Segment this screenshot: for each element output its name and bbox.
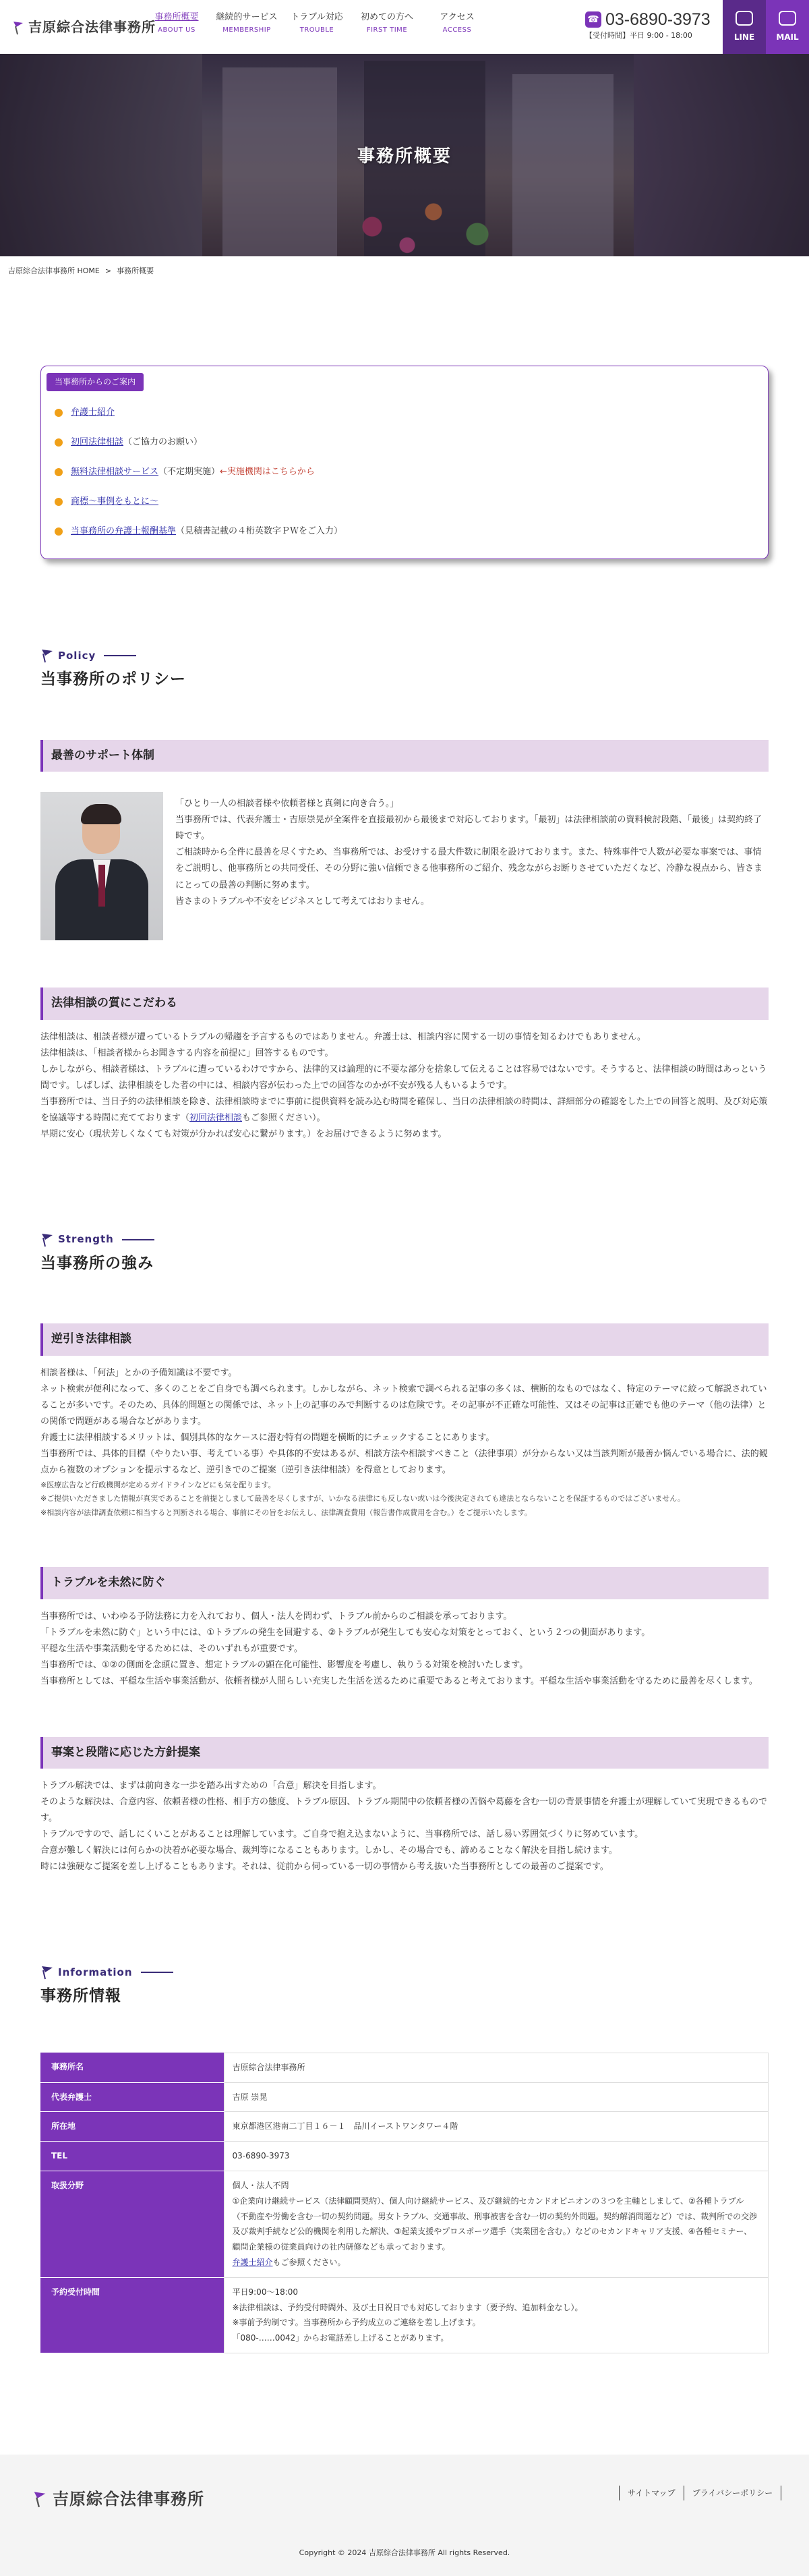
table-row	[40, 2112, 769, 2142]
nav-membership[interactable]	[212, 9, 282, 45]
row-value: 吉原 崇晃	[224, 2082, 769, 2112]
section-title-policy: 当事務所のポリシー	[40, 670, 186, 689]
list-item	[55, 428, 768, 457]
paragraph: 当事務所では、代表弁護士・吉原崇晃が全案件を直接最初から最後まで対応しております。「最初」は法律相談前の資料検討段階、「最後」は契約終了時です。	[175, 815, 762, 842]
row-label: 予約受付時間	[40, 2277, 224, 2353]
nav-label: アクセス	[440, 12, 475, 22]
paragraph: 平穏な生活や事業活動を守るためには、そのいずれもが重要です。	[40, 1643, 303, 1654]
row-label: 事務所名	[40, 2053, 224, 2082]
paragraph: 早期に安心（現状芳しくなくても対策が分かれば安心に繋がります。）をお届けできるように努めます。	[40, 1128, 447, 1139]
nav-sublabel: ABOUT US	[158, 26, 196, 34]
subheading-stage: 事案と段階に応じた方針提案	[40, 1737, 769, 1769]
bullet-icon	[55, 498, 63, 506]
reverse-text	[40, 1365, 769, 1520]
row-label: 代表弁護士	[40, 2082, 224, 2112]
bullet-icon	[55, 409, 63, 417]
section-title-information: 事務所情報	[40, 1987, 121, 2005]
stage-text	[40, 1778, 769, 1875]
table-row	[40, 2171, 769, 2278]
bullet-icon	[55, 527, 63, 536]
bullet-icon	[55, 438, 63, 447]
bullet-icon	[55, 468, 63, 476]
breadcrumb-home[interactable]: 吉原綜合法律事務所 HOME	[8, 266, 100, 275]
logo-text: 吉原綜合法律事務所	[28, 19, 156, 35]
sitemap-link[interactable]: サイトマップ	[619, 2486, 684, 2500]
flag-icon	[40, 1232, 54, 1247]
paragraph: 相談者様は、「何法」とかの予備知識は不要です。	[40, 1367, 237, 1378]
nav-sublabel: FIRST TIME	[366, 26, 408, 34]
global-nav	[142, 9, 492, 45]
copyright: Copyright © 2024 吉原綜合法律事務所 All rights Reserved.	[299, 2548, 510, 2557]
footer-logo[interactable]	[32, 2484, 204, 2514]
subheading-support: 最善のサポート体制	[40, 740, 769, 772]
nav-label: 継続的サービス	[216, 12, 278, 22]
office-info-table	[40, 2053, 769, 2353]
site-footer	[0, 2455, 809, 2576]
value-line: 平日9:00〜18:00	[232, 2287, 299, 2297]
section-label-policy	[40, 647, 769, 666]
notice-suffix: （ご協力のお願い）	[123, 436, 203, 447]
quality-text	[40, 1029, 769, 1143]
list-item	[55, 517, 768, 546]
paragraph: トラブル解決では、まずは前向きな一歩を踏み出すための「合意」解決を目指します。	[40, 1781, 382, 1792]
notice-link-trademark[interactable]: 商標〜事例をもとに〜	[71, 496, 159, 507]
paragraph-text: 当事務所では、当日予約の法律相談を除き、法律相談時までに事前に提供資料を読み込む時間を確保し、当日の法律相談の時間は、詳細部分の確認をした上での回答と説明、及び対応策を協議等する時間に充てております（	[40, 1096, 768, 1123]
value-text: もご参照ください。	[272, 2257, 346, 2267]
breadcrumb	[0, 256, 809, 286]
nav-label: トラブル対応	[291, 12, 343, 22]
section-label-strength	[40, 1230, 769, 1249]
notice-suffix: （見積書記載の４桁英数字ＰＷをご入力）	[176, 525, 343, 536]
nav-label: 事務所概要	[154, 12, 199, 22]
paragraph-text: もご参照ください）。	[242, 1112, 326, 1123]
lawyer-profile-link[interactable]: 弁護士紹介	[232, 2257, 273, 2267]
flag-icon	[40, 1965, 54, 1980]
paragraph: 「ひとり一人の相談者様や依頼者様と真剣に向き合う。」	[175, 799, 399, 809]
row-value: 吉原綜合法律事務所	[224, 2053, 769, 2082]
value-line	[233, 2255, 760, 2270]
section-en: Information	[58, 1966, 133, 1978]
line-button[interactable]	[723, 0, 766, 54]
paragraph: そのような解決は、合意内容、依頼者様の性格、相手方の態度、トラブル原因、トラブル期間中の依頼者様の苦悩や葛藤を含む一切の背景事情を弁護士が理解していて実現できるものです。	[40, 1797, 767, 1824]
footer-logo-text: 吉原綜合法律事務所	[53, 2488, 204, 2509]
row-value: 東京都港区港南二丁目１６－１ 品川イーストワンタワー４階	[224, 2112, 769, 2142]
row-label: 所在地	[40, 2112, 224, 2142]
value-line: 個人・法人不問	[232, 2181, 289, 2190]
notice-suffix: （不定期実施）	[158, 466, 220, 477]
row-value	[224, 2171, 769, 2278]
subheading-quality: 法律相談の質にこだわる	[40, 988, 769, 1019]
table-row	[40, 2082, 769, 2112]
hero-banner	[0, 54, 809, 256]
notice-link-fees[interactable]: 当事務所の弁護士報酬基準	[71, 525, 177, 536]
subheading-reverse: 逆引き法律相談	[40, 1323, 769, 1355]
paragraph: 当事務所としては、平穏な生活や事業活動が、依頼者様が人間らしい充実した生活を送るために重要であると考えております。平穏な生活や事業活動を守るために最善を尽くします。	[40, 1676, 758, 1686]
page-title: 事務所概要	[357, 146, 452, 167]
value-line: ※法律相談は、予約受付時間外、及び土日祝日でも対応しております（要予約、追加料金なし）。	[232, 2302, 583, 2312]
logo-mark-icon	[12, 20, 24, 35]
list-item	[55, 487, 768, 517]
notice-extra: ←実施機関はこちらから	[220, 466, 315, 477]
mail-icon	[779, 11, 796, 26]
paragraph: 「トラブルを未然に防ぐ」という中には、①トラブルの発生を回避する、②トラブルが発生しても安心な対策をとっておく、という２つの側面があります。	[40, 1627, 651, 1638]
paragraph: トラブルですので、話しにくいことがあることは理解しています。ご自身で抱え込まないように、当事務所では、話し易い雰囲気づくりに努めています。	[40, 1829, 644, 1840]
footer-links	[619, 2486, 781, 2500]
line-chat-icon	[736, 11, 753, 26]
notice-link-lawyer[interactable]: 弁護士紹介	[71, 407, 115, 418]
paragraph: 法律相談は、「相談者様からお聞きする内容を前提に」回答するものです。	[40, 1048, 334, 1058]
paragraph: 時には強硬なご提案を差し上げることもあります。それは、従前から伺っている一切の事情から考え抜いた当事務所としての最善のご提案です。	[40, 1862, 609, 1872]
table-row	[40, 2277, 769, 2353]
main-content	[40, 366, 769, 2353]
site-header	[0, 0, 809, 54]
subheading-prevent: トラブルを未然に防ぐ	[40, 1567, 769, 1599]
nav-about[interactable]	[142, 9, 212, 45]
phone-icon: ☎	[585, 11, 601, 28]
header-tel[interactable]	[585, 9, 711, 40]
breadcrumb-separator: >	[104, 266, 112, 275]
notice-title: 当事務所からのご案内	[47, 373, 144, 391]
line-label: LINE	[733, 32, 755, 42]
row-label: 取扱分野	[40, 2171, 224, 2278]
paragraph: 当事務所では、いわゆる予防法務に力を入れており、個人・法人を問わず、トラブル前からのご相談を承っております。	[40, 1611, 512, 1622]
list-item	[55, 457, 768, 487]
paragraph: 合意が難しく解決には何らかの決着が必要な場合、裁判等になることもあります。しかし、その場合でも、諦めることなく解決を目指し続けます。	[40, 1845, 618, 1856]
paragraph: 当事務所では、①②の側面を念頭に置き、想定トラブルの顕在化可能性、影響度を考慮し、執りうる対策を検討いたします。	[40, 1659, 529, 1670]
nav-sublabel: MEMBERSHIP	[222, 26, 271, 34]
paragraph: 当事務所では、具体的目標（やりたい事、考えている事）や具体的不安はあるが、相談方法や相談すべきこと（法律事項）が分からない又は当該判断が最善か悩んでいる場合に、法的観点から複数のオプションを提示するなど、逆引きでのご提案（逆引き法律相談）を得意としております。	[40, 1449, 768, 1476]
notice-link-first-consult[interactable]: 初回法律相談	[71, 436, 124, 447]
table-row	[40, 2053, 769, 2082]
table-row	[40, 2142, 769, 2171]
row-value	[224, 2277, 769, 2353]
tel-number: 03-6890-3973	[605, 10, 711, 29]
privacy-link[interactable]: プライバシーポリシー	[684, 2486, 781, 2500]
logo-mark-icon	[32, 2490, 47, 2508]
row-label: TEL	[40, 2142, 224, 2171]
row-value: 03-6890-3973	[224, 2142, 769, 2171]
notice-link-free-consult[interactable]: 無料法律相談サービス	[71, 466, 159, 477]
nav-sublabel: ACCESS	[442, 26, 472, 34]
tel-hours: 【受付時間】平日 9:00 - 18:00	[585, 31, 692, 40]
section-en: Strength	[58, 1233, 114, 1246]
value-line: ①企業向け継続サービス（法律顧問契約）、個人向け継続サービス、及び継続的セカンドオピニオンの３つを主軸としまして、②各種トラブル（不動産や労働を含む一切の契約問題。男女トラブル、交通事故、刑事被害を含む一切の契約外問題。契約解消問題など）では、裁判所での交渉及び裁判手続など公的機関を利用した解決、③起業支援やプロスポーツ選手（実業団を含む。）などのセカンドキャリア支援、④各種セミナー、顧問企業様の従業員向けの社内研修なども承っております。	[232, 2196, 758, 2252]
nav-sublabel: TROUBLE	[299, 26, 334, 34]
value-line: 「080-……0042」からお電話差し上げることがあります。	[232, 2333, 449, 2343]
note: ※医療広告など行政機関が定めるガイドラインなどにも気を配ります。	[40, 1481, 276, 1490]
note: ※ご提供いただきました情報が真実であることを前提としまして最善を尽くしますが、いかなる法律にも反しない或いは今後決定されても違法とならないことを保証するものではございません。	[40, 1494, 685, 1504]
support-text	[175, 792, 769, 940]
prevent-text	[40, 1609, 769, 1690]
paragraph	[40, 1094, 769, 1126]
first-consult-link[interactable]: 初回法律相談	[189, 1112, 243, 1123]
breadcrumb-current: 事務所概要	[117, 266, 154, 275]
note: ※相談内容が法律調査依頼に相当すると判断される場合、事前にその旨をお伝えし、法律調査費用（報告書作成費用を含む。）をご提示いたします。	[40, 1508, 532, 1517]
support-block	[40, 792, 769, 940]
paragraph: ご相談時から全件に最善を尽くすため、当事務所では、お受けする最大件数に制限を設けております。また、特殊事件で人数が必要な事案では、事情をご説明し、他事務所との共同受任、その分野に強い信頼できる他事務所のご紹介、残念ながらお断りさせていただくなど、冷静な視点から、皆さまにとっての最善の判断に努めます。	[175, 847, 763, 890]
paragraph: 弁護士に法律相談するメリットは、個別具体的なケースに潜む特有の問題を横断的にチェックすることにあります。	[40, 1432, 495, 1443]
mail-button[interactable]	[766, 0, 809, 54]
notice-list	[41, 391, 768, 546]
section-label-information	[40, 1964, 769, 1982]
nav-first-time[interactable]	[352, 9, 422, 45]
nav-access[interactable]	[422, 9, 492, 45]
lawyer-photo	[40, 792, 163, 940]
nav-trouble[interactable]	[282, 9, 352, 45]
section-title-strength: 当事務所の強み	[40, 1254, 154, 1272]
site-logo[interactable]	[12, 15, 156, 40]
paragraph: 法律相談は、相談者様が遭っているトラブルの帰趨を予言するものではありません。弁護士は、相談内容に関する一切の事情を知るわけでもありません。	[40, 1031, 647, 1042]
notice-box	[40, 366, 769, 559]
list-item	[55, 398, 768, 428]
paragraph: しかしながら、相談者様は、トラブルに遭っているわけですから、法律的又は論理的に不要な部分を捨象して伝えることは容易ではないです。そうすると、法律相談の時間はあっという間です。しばしば、法律相談をした者の中には、相談内容が伝わった上での回答なのかが不安が残る人もいるようです。	[40, 1064, 767, 1091]
nav-label: 初めての方へ	[360, 12, 413, 22]
value-line: ※事前予約制です。当事務所から予約成立のご連絡を差し上げます。	[232, 2318, 481, 2328]
mail-label: MAIL	[776, 32, 799, 42]
section-en: Policy	[58, 649, 96, 662]
paragraph: ネット検索が便利になって、多くのことをご自身でも調べられます。しかしながら、ネット検索で調べられる記事の多くは、横断的なものではなく、特定のテーマに絞って解説されていることが多いです。そのため、具体的問題との関係では、ネット上の記事のみで判断するのは危険です。その記事が不正確な可能性、又はその記事は正確でも他のテーマ（他の法律）との関係で問題がある場合などがあります。	[40, 1383, 767, 1427]
flag-icon	[40, 648, 54, 663]
paragraph: 皆さまのトラブルや不安をビジネスとして考えてはおりません。	[175, 896, 429, 907]
